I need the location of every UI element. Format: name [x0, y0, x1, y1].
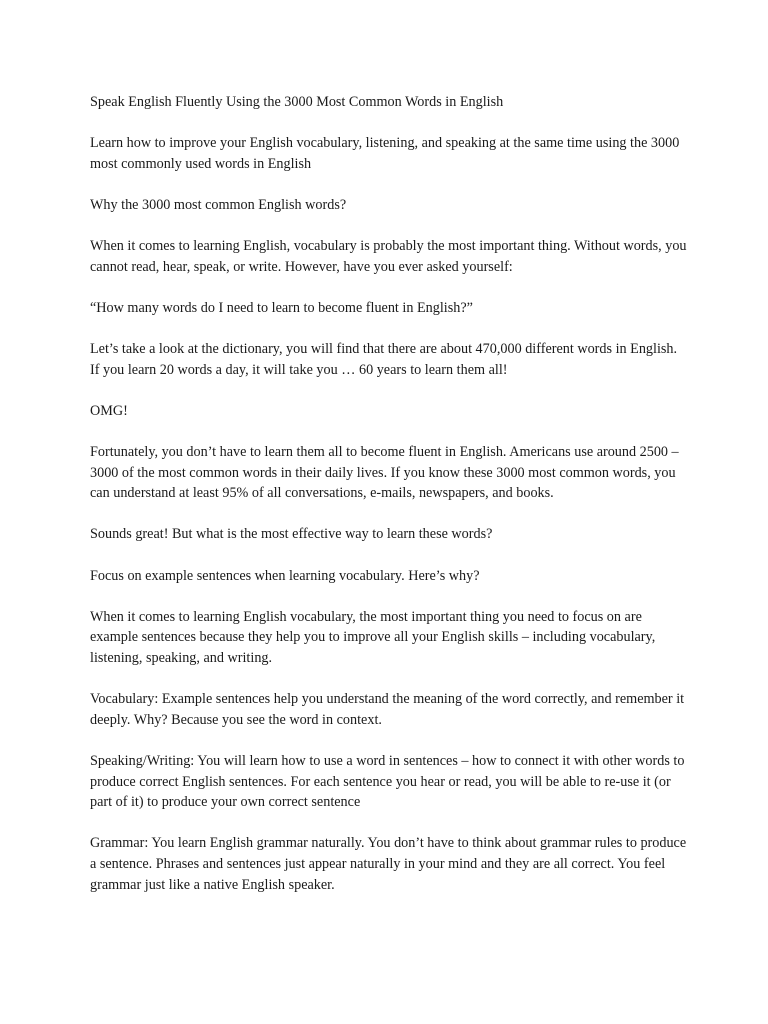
paragraph-dictionary: Let’s take a look at the dictionary, you will find that there are about 470,000 different words in English. If you learn 20 words a day, it will take you … 60 years to learn them all! [90, 341, 678, 378]
paragraph-sounds-great: Sounds great! But what is the most effective way to learn these words? [90, 526, 493, 543]
paragraph-omg: OMG! [90, 402, 128, 419]
document-subtitle: Learn how to improve your English vocabulary, listening, and speaking at the same time using the 3000 most commonly used words in English [90, 135, 680, 172]
paragraph-example-sentences: When it comes to learning English vocabulary, the most important thing you need to focus on are example sentences because they help you to improve all your English skills – including vocabulary, listening, speaking, and writing. [90, 608, 656, 667]
quote-question: “How many words do I need to learn to become fluent in English?” [90, 299, 473, 316]
section-heading-why: Why the 3000 most common English words? [90, 196, 347, 213]
paragraph-grammar: Grammar: You learn English grammar naturally. You don’t have to think about grammar rules to produce a sentence. Phrases and sentences just appear naturally in your mind and they are all correct. You feel grammar just like a native English speaker. [90, 835, 687, 893]
paragraph-vocabulary-importance: When it comes to learning English, vocabulary is probably the most important thing. Without words, you cannot read, hear, speak, or write. However, have you ever asked yourself: [90, 238, 687, 275]
paragraph-speaking-writing: Speaking/Writing: You will learn how to use a word in sentences – how to connect it with other words to produce correct English sentences. For each sentence you hear or read, you will be able to re-use it (or part of it) to produce your own correct sentence [90, 753, 685, 811]
document-body [90, 92, 690, 916]
document-title: Speak English Fluently Using the 3000 Most Common Words in English [90, 94, 504, 110]
paragraph-fortunately: Fortunately, you don’t have to learn them all to become fluent in English. Americans use around 2500 – 3000 of the most common words in their daily lives. If you know these 3000 most common words, you can understand at least 95% of all conversations, e-mails, newspapers, and books. [90, 444, 679, 502]
paragraph-vocabulary: Vocabulary: Example sentences help you understand the meaning of the word correctly, and remember it deeply. Why? Because you see the word in context. [90, 691, 685, 728]
section-heading-example-sentences: Focus on example sentences when learning vocabulary. Here’s why? [90, 567, 480, 584]
